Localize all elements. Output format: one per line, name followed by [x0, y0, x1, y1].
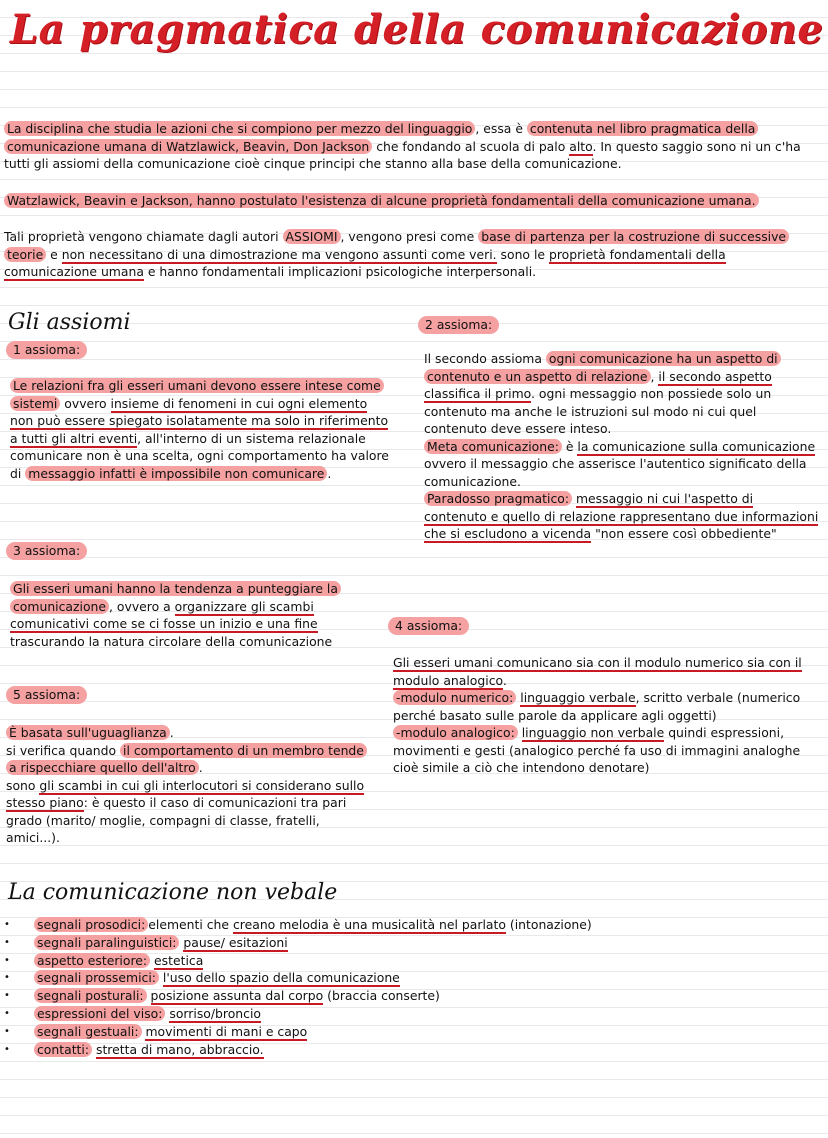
- highlight: Meta comunicazione:: [424, 439, 562, 454]
- assioma-2-label: 2 assioma:: [418, 316, 499, 334]
- assioma-1-label: 1 assioma:: [6, 341, 87, 359]
- underlined-text: linguaggio verbale: [520, 690, 636, 705]
- highlight: ASSIOMI: [283, 229, 341, 244]
- assioma-3-text: Gli esseri umani hanno la tendenza a punteggiare la comunicazione , ovvero a organizzare gli scambi comunicativi come se ci fosse un inizio e una fine trascurando la natura circolare della comunicazione: [10, 580, 370, 650]
- underlined-text: l'uso dello spazio della comunicazione: [162, 970, 400, 986]
- list-item: • segnali posturali: posizione assunta dal corpo (braccia conserte): [4, 987, 592, 1005]
- intro-paragraph-1: La disciplina che studia le azioni che si compiono per mezzo del linguaggio , essa è contenuta nel libro pragmatica della comunicazione umana di Watzlawick, Beavin, Don Jackson che fondando al scuola di palo alto. In questo saggio sono ni un c'ha tutti gli assiomi della comunicazione cioè cinque principi che stanno alla base della comunicazione.: [4, 121, 801, 171]
- section-heading-non-verbale: La comunicazione non vebale: [8, 880, 338, 905]
- assioma-3-label: 3 assioma:: [6, 542, 87, 560]
- assioma-5-text: È basata sull'uguaglianza . si verifica quando il comportamento di un membro tende a rispecchiare quello dell'altro . sono gli scambi in cui gli interlocutori si considerano sullo stesso piano: è questo il caso di comunicazioni tra pari grado (marito/ moglie, compagni di classe, fratelli, amici...).: [6, 724, 371, 847]
- underlined-text: gli scambi in cui gli interlocutori si considerano sullo stesso piano: [6, 777, 365, 810]
- underlined-text: sorriso/broncio: [169, 1005, 261, 1021]
- highlight: Watzlawick, Beavin e Jackson, hanno postulato l'esistenza di alcune proprietà fondamentali della comunicazione umana.: [4, 193, 759, 208]
- highlight: il comportamento di un membro tende a rispecchiare quello dell'altro: [6, 743, 367, 776]
- highlight: -modulo analogico:: [393, 725, 518, 740]
- underlined-text: proprietà fondamentali della comunicazione umana: [4, 246, 726, 279]
- underlined-text: messaggio ni cui l'aspetto di contenuto e quello di relazione rappresentano due informazioni che si escludono a vicenda: [424, 491, 819, 541]
- highlight: messaggio infatti è impossibile non comunicare: [25, 466, 327, 481]
- underlined-text: linguaggio non verbale: [521, 725, 665, 740]
- list-item: [4, 1023, 592, 1041]
- list-item: [4, 1005, 592, 1023]
- assioma-4-text: Gli esseri umani comunicano sia con il modulo numerico sia con il modulo analogico. -modulo numerico: linguaggio verbale, scritto verbale (numerico perché basato sulle parole da applicare agli oggetti) -modulo analogico: linguaggio non verbale quindi espressioni, movimenti e gesti (analogico perché fa uso di immagini analoghe cioè simile a ciò che intendono denotare): [393, 655, 802, 775]
- page-title: La pragmatica della comunicazione: [10, 6, 824, 53]
- list-item: [4, 952, 592, 970]
- highlight: Le relazioni fra gli esseri umani devono essere intese come sistemi: [10, 378, 384, 411]
- highlight: contatti:: [34, 1042, 92, 1057]
- underlined-text: organizzare gli scambi comunicativi come se ci fosse un inizio e una fine: [10, 598, 318, 631]
- underlined-text: creano melodia è una musicalità nel parlato: [232, 917, 506, 932]
- highlight: ogni comunicazione ha un aspetto di contenuto e un aspetto di relazione: [424, 351, 781, 384]
- underlined-text: movimenti di mani e capo: [145, 1023, 308, 1039]
- assioma-2-text: Il secondo assioma ogni comunicazione ha un aspetto di contenuto e un aspetto di relazione , il secondo aspetto classifica il primo. ogni messaggio non possiede solo un contenuto ma anche le istruzioni sul modo ni cui quel contenuto deve essere inteso. Meta comunicazione: è la comunicazione sulla comunicazione ovvero il messaggio che asserisce l'autentico significato della comunicazione. Paradosso pragmatico: messaggio ni cui l'aspetto di contenuto e quello di relazione rappresentano due informazioni che si escludono a vicenda "non essere così obbediente": [424, 351, 819, 541]
- signals-list: [4, 916, 592, 1058]
- underlined-text: alto: [569, 138, 593, 154]
- highlight: È basata sull'uguaglianza: [6, 725, 170, 740]
- list-item: [4, 969, 592, 987]
- underlined-text: il secondo aspetto classifica il primo: [424, 368, 772, 401]
- highlight: Paradosso pragmatico:: [424, 491, 572, 506]
- list-item: [4, 934, 592, 952]
- underlined-text: insieme di fenomeni in cui ogni elemento non può essere spiegato isolatamente ma solo in riferimento a tutti gli altri eventi: [10, 395, 389, 446]
- underlined-text: la comunicazione sulla comunicazione: [577, 438, 816, 454]
- list-item: [4, 1041, 592, 1059]
- underlined-text: non necessitano di una dimostrazione ma vengono assunti come veri.: [61, 246, 497, 262]
- underlined-text: stretta di mano, abbraccio.: [95, 1041, 264, 1057]
- assioma-1-text: Le relazioni fra gli esseri umani devono essere intese come sistemi ovvero insieme di fenomeni in cui ogni elemento non può essere spiegato isolatamente ma solo in riferimento a tutti gli altri eventi, all'interno di un sistema relazionale comunicare non è una scelta, ogni comportamento ha valore di messaggio infatti è impossibile non comunicare .: [10, 378, 389, 481]
- intro-paragraph-3: Tali proprietà vengono chiamate dagli autori ASSIOMI , vengono presi come base di partenza per la costruzione di successive teorie e non necessitano di una dimostrazione ma vengono assunti come veri. sono le proprietà fondamentali della comunicazione umana e hanno fondamentali implicazioni psicologiche interpersonali.: [4, 228, 819, 281]
- intro-paragraph-2: [4, 192, 819, 210]
- assioma-4-label: 4 assioma:: [388, 617, 469, 635]
- underlined-text: posizione assunta dal corpo: [150, 988, 324, 1004]
- highlight: segnali prossemici:: [34, 970, 159, 985]
- underlined-text: pause/ esitazioni: [183, 934, 288, 950]
- highlight: segnali posturali:: [34, 988, 147, 1003]
- highlight: -modulo numerico:: [393, 690, 516, 705]
- highlight: La disciplina che studia le azioni che si compiono per mezzo del linguaggio: [4, 121, 475, 136]
- highlight: segnali paralinguistici:: [34, 935, 179, 950]
- underlined-text: estetica: [154, 952, 204, 968]
- assioma-5-label: 5 assioma:: [6, 686, 87, 704]
- highlight: aspetto esteriore:: [34, 953, 150, 968]
- highlight: segnali prosodici:: [34, 917, 148, 932]
- highlight: base di partenza per la costruzione di successive teorie: [4, 229, 789, 262]
- section-heading-assiomi: Gli assiomi: [8, 310, 131, 335]
- list-item: • segnali prosodici: elementi che creano melodia è una musicalità nel parlato (intonazione): [4, 916, 592, 934]
- highlight: Gli esseri umani hanno la tendenza a punteggiare la comunicazione: [10, 581, 341, 614]
- highlight: segnali gestuali:: [34, 1024, 142, 1039]
- highlight: contenuta nel libro pragmatica della comunicazione umana di Watzlawick, Beavin, Don Jackson: [4, 121, 758, 154]
- highlight: espressioni del viso:: [34, 1006, 165, 1021]
- underlined-text: Gli esseri umani comunicano sia con il modulo numerico sia con il modulo analogico: [393, 655, 802, 688]
